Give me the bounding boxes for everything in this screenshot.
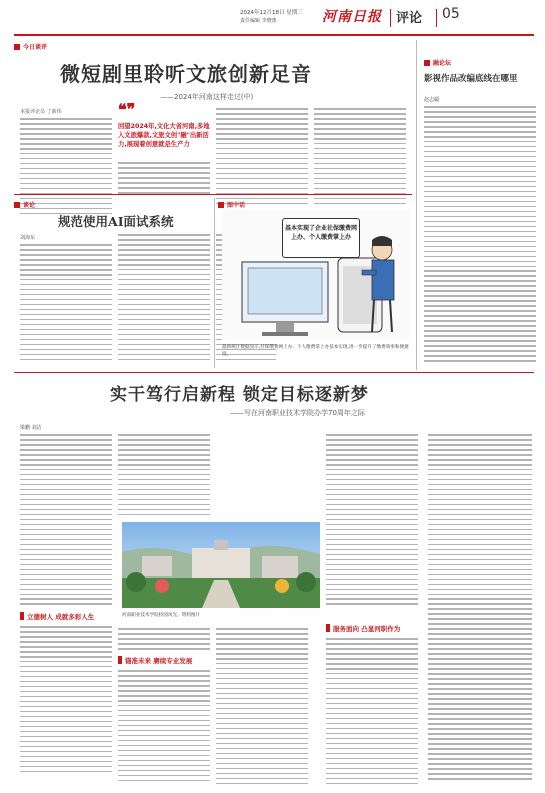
byline: 梁鹏 刘洁	[20, 425, 42, 431]
editor-credit: 责任编辑 李晓蕾	[240, 18, 277, 24]
headline: 微短剧里聆听文旅创新足音	[60, 62, 312, 86]
campus-photo	[122, 522, 320, 608]
feature-subheadline: ——写在河南职业技术学院办学70周年之际	[230, 409, 365, 417]
column-divider	[214, 198, 215, 368]
section-subhead-text: 锚准未来 赓续专业发展	[125, 657, 193, 665]
headline: 规范使用AI面试系统	[58, 214, 174, 229]
section-rule	[14, 194, 412, 195]
masthead-divider	[436, 9, 437, 27]
section-subhead	[20, 612, 94, 621]
page-number: 05	[442, 6, 460, 22]
article-body	[20, 244, 112, 364]
column-label: 图中话	[218, 200, 245, 209]
article-body	[118, 628, 210, 653]
section-subhead	[326, 624, 400, 633]
section-subhead	[118, 656, 192, 665]
speech-bubble-text: 基本实现了企业社保缴费网上办、个人缴费掌上办	[284, 225, 357, 241]
column-label: 今日谈评	[14, 42, 47, 51]
article-body	[314, 108, 406, 208]
article-body	[118, 234, 210, 364]
byline: 刘海东	[20, 235, 36, 241]
pull-quote: 回望2024年,文化大省河南,多地入文旅爆款,文旅文创"融"出新活力,展现着创意就是生产力	[118, 123, 210, 148]
column-divider	[416, 40, 417, 370]
photo-caption: 河南职业技术学院校园风光。资料图片	[122, 613, 201, 618]
article-body	[424, 106, 536, 365]
article-body	[216, 628, 308, 788]
feature-headline: 实干笃行启新程 锁定目标逐新梦	[110, 385, 369, 405]
byline: 本报评论员 丁新伟	[20, 109, 62, 115]
cartoon-caption: 最新统计数据显示,社保缴费网上办、个人缴费掌上办基本实现,进一步提升了缴费效率和便捷度。	[222, 345, 409, 357]
masthead-divider	[390, 9, 391, 27]
section-name: 评论	[396, 11, 423, 26]
article-body	[118, 434, 210, 519]
masthead-rule	[14, 34, 534, 36]
section-subhead-text: 服务面向 凸显河职作为	[333, 625, 401, 633]
column-label: 谈论	[14, 200, 35, 209]
article-body	[216, 108, 308, 208]
quote-mark-icon: ❝❞	[118, 100, 136, 119]
side-headline: 影视作品改编底线在哪里	[424, 74, 518, 84]
article-body	[326, 638, 418, 788]
issue-date: 2024年12月18日 星期三	[240, 10, 303, 16]
article-body	[20, 626, 112, 776]
article-body	[20, 434, 112, 608]
newspaper-logo: 河南日报	[322, 9, 382, 25]
section-rule	[14, 372, 534, 373]
article-body	[428, 434, 532, 783]
byline: 赵志疆	[424, 97, 440, 103]
article-body	[118, 670, 210, 785]
subheadline: ——2024年河南这样走过(中)	[160, 93, 254, 101]
article-body	[326, 434, 418, 608]
masthead	[0, 0, 545, 36]
section-subhead-text: 立德树人 成就多彩人生	[27, 613, 95, 621]
column-label: 融论坛	[424, 58, 451, 67]
article-body	[118, 162, 210, 197]
